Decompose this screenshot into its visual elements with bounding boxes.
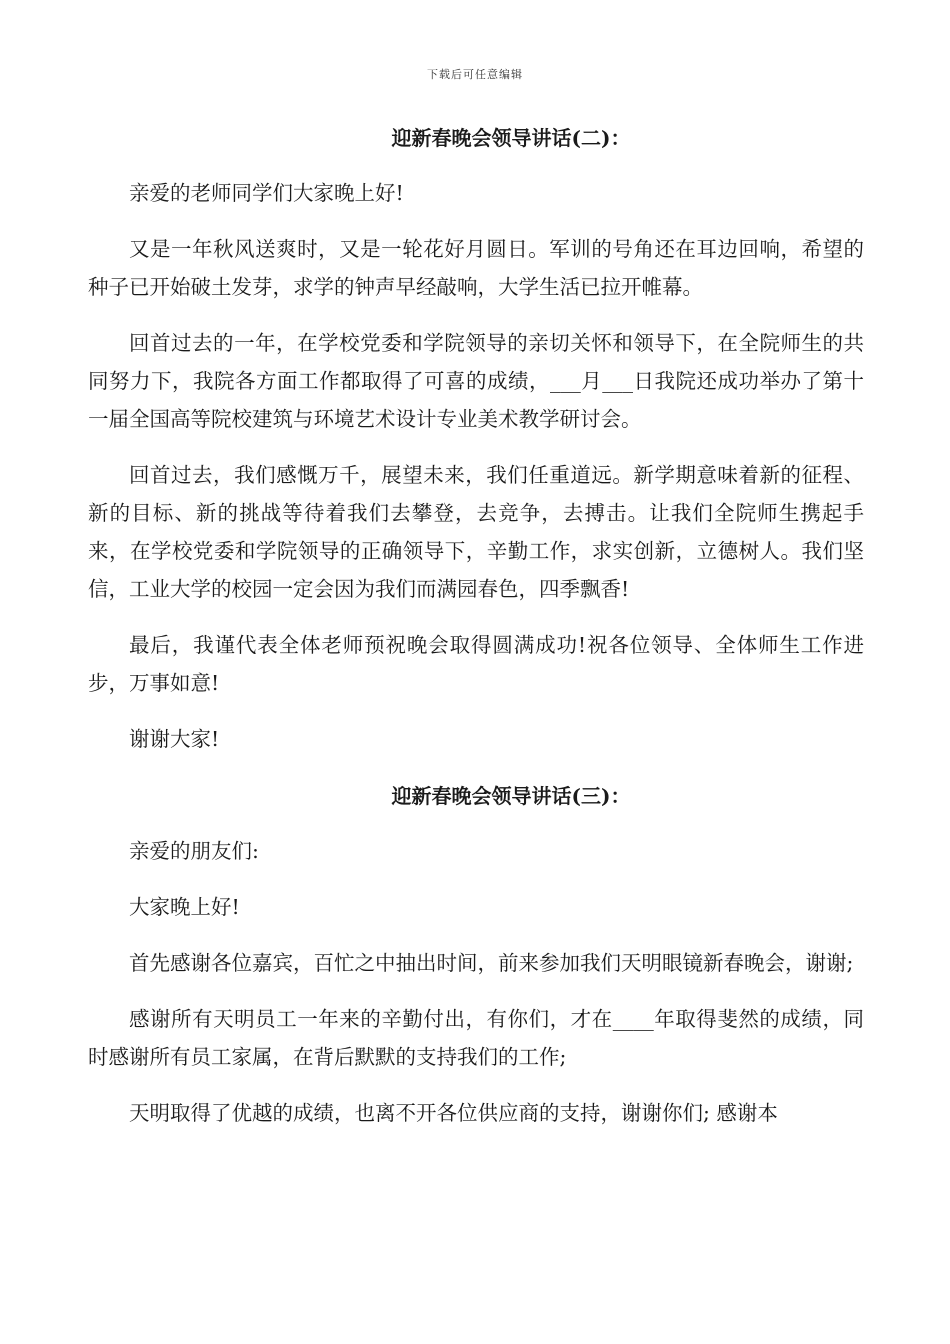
section-heading: 迎新春晚会领导讲话(二)： (391, 126, 631, 150)
paragraph: 首先感谢各位嘉宾，百忙之中抽出时间，前来参加我们天明眼镜新春晚会，谢谢; (129, 951, 854, 975)
document-body (88, 118, 864, 1132)
section-heading: 迎新春晚会领导讲话(三)： (391, 784, 631, 808)
paragraph: 最后，我谨代表全体老师预祝晚会取得圆满成功!祝各位领导、全体师生工作进步，万事如意! (88, 633, 864, 695)
paragraph: 回首过去，我们感慨万千，展望未来，我们任重道远。新学期意味着新的征程、新的目标、新的挑战等待着我们去攀登，去竞争，去搏击。让我们全院师生携起手来，在学校党委和学院领导的正确领导下，辛勤工作，求实创新，立德树人。我们坚信，工业大学的校园一定会因为我们而满园春色，四季飘香! (88, 463, 864, 601)
paragraph: 回首过去的一年，在学校党委和学院领导的亲切关怀和领导下，在全院师生的共同努力下，我院各方面工作都取得了可喜的成绩，___月___日我院还成功举办了第十一届全国高等院校建筑与环境艺术设计专业美术教学研讨会。 (88, 331, 864, 431)
paragraph: 谢谢大家! (129, 727, 220, 751)
header-note: 下载后可任意编辑 (427, 68, 523, 81)
paragraph: 天明取得了优越的成绩，也离不开各位供应商的支持，谢谢你们; 感谢本 (129, 1101, 778, 1125)
paragraph: 亲爱的老师同学们大家晚上好! (129, 181, 404, 205)
paragraph: 又是一年秋风送爽时，又是一轮花好月圆日。军训的号角还在耳边回响，希望的种子已开始破土发芽，求学的钟声早经敲响，大学生活已拉开帷幕。 (88, 237, 864, 299)
paragraph: 大家晚上好! (129, 895, 240, 919)
paragraph: 感谢所有天明员工一年来的辛勤付出，有你们，才在____年取得斐然的成绩，同时感谢所有员工家属，在背后默默的支持我们的工作; (88, 1007, 864, 1069)
paragraph: 亲爱的朋友们: (129, 839, 259, 863)
